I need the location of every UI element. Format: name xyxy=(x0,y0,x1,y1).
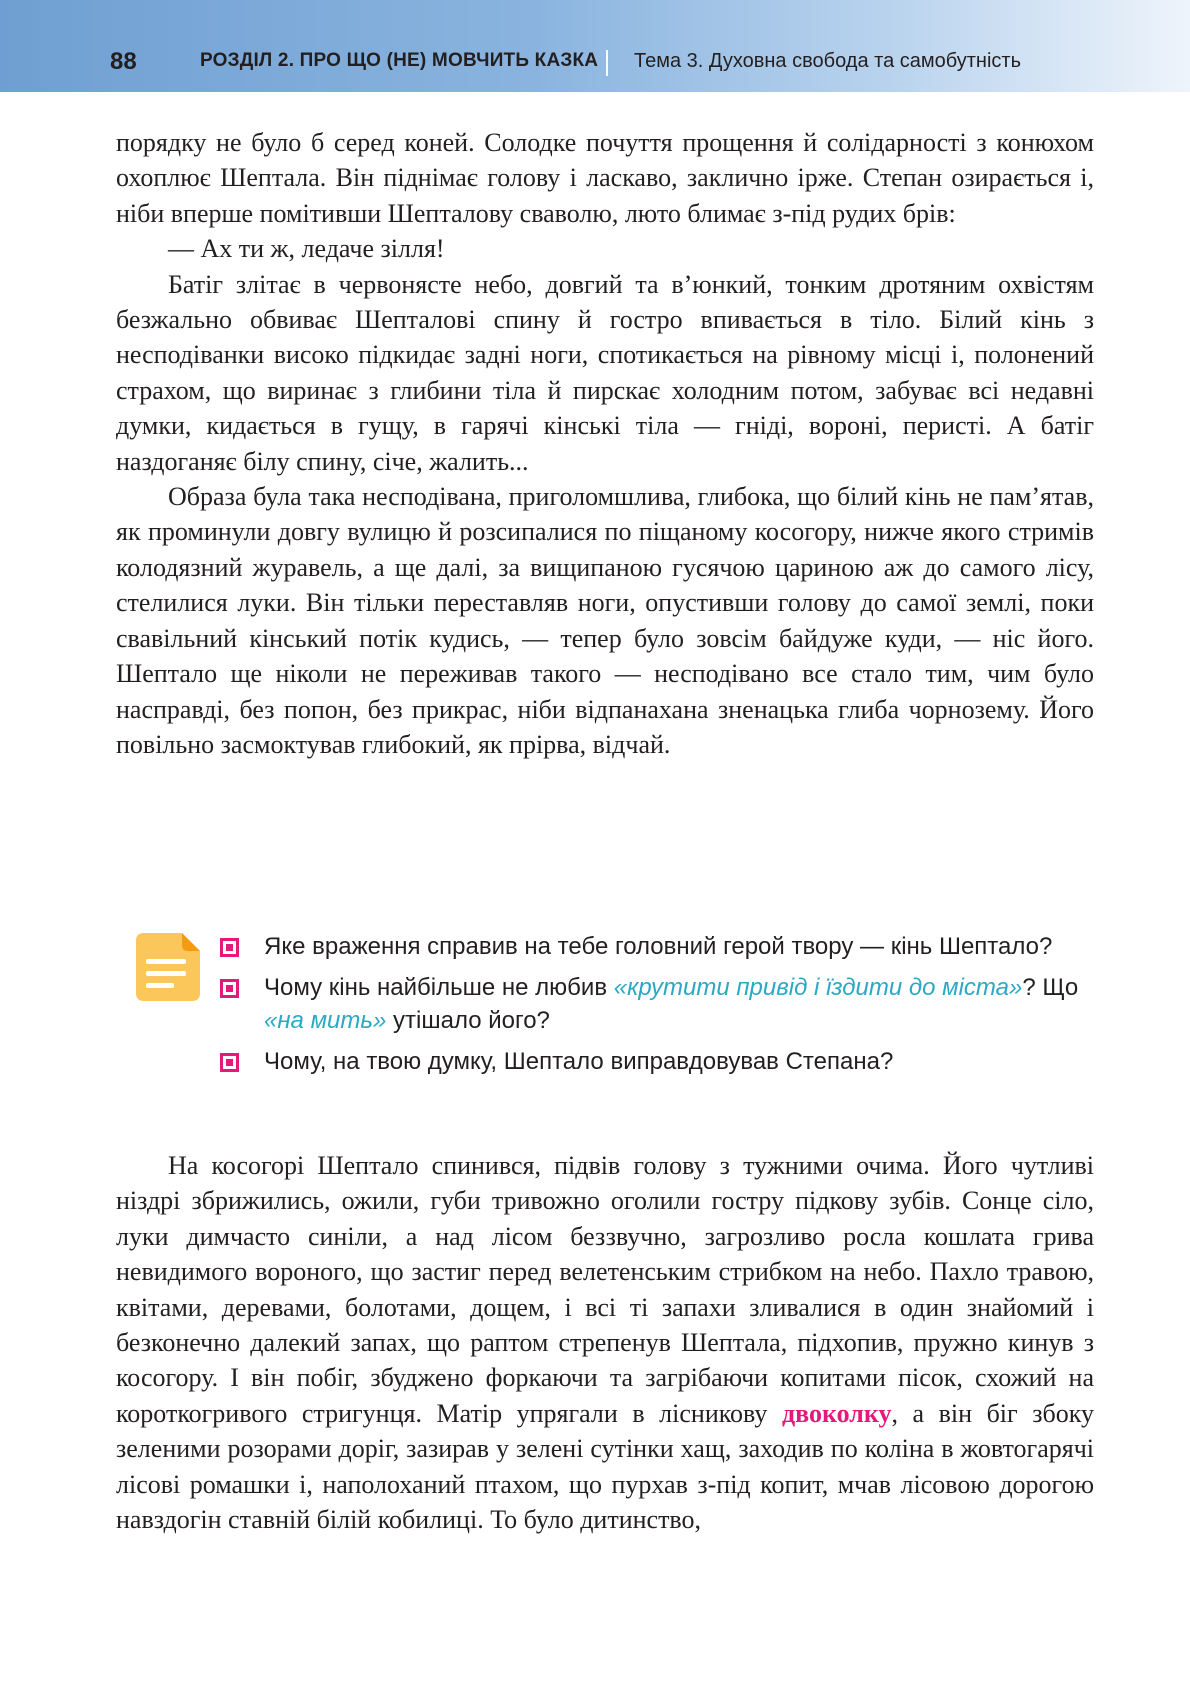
question-item xyxy=(220,930,1094,963)
paragraph-text: На косогорі Шептало спинився, підвів голову з тужними очима. Його чутливі ніздрі збрижились, ожили, губи тривожно оголили гостру підкову зубів. Сонце сіло, луки димчасто синіли, а над лісом беззвучно, загрозливо росла кошлата грива невидимого вороного, що застиг перед велетенським стрибком на небо. Пахло травою, квітами, деревами, болотами, дощем, і всі ті запахи зливалися в один знайомий і безконечно далекий запах, що раптом стрепенув Шептала, підхопив, пружно кинув з косогору. І він побіг, збуджено форкаючи та загрібаючи копитами пісок, схожий на короткогривого стригунця. Матір упрягали в лісникову xyxy=(116,1151,1094,1428)
story-text-bottom xyxy=(116,1148,1094,1537)
question-text: утішало його? xyxy=(386,1007,550,1034)
topic-title: Тема 3. Духовна свобода та самобутність xyxy=(634,50,1021,72)
page-header xyxy=(0,0,1190,92)
paragraph: — Ах ти ж, ледаче зілля! xyxy=(168,234,445,264)
glossary-term[interactable]: двоколку xyxy=(781,1398,892,1428)
story-text-top xyxy=(116,125,1094,762)
question-text: Яке враження справив на тебе головний герой твору — кінь Шептало? xyxy=(264,933,1053,960)
paragraph: Образа була така несподівана, приголомшлива, глибока, що білий кінь не пам’ятав, як проминули довгу вулицю й розсипалися по піщаному косогору, нижче якого стримів колодязний журавель, а ще далі, за вищипаною гусячою цариною аж до самого лісу, стелилися луки. Він тільки переставляв ноги, опустивши голову до самої землі, поки свавільний кінський потік кудись, — тепер було зовсім байдуже куди, — ніс його. Шептало ще ніколи не переживав такого — несподівано все стало тим, чим було насправді, без попон, без прикрас, ніби відпанахана зненацька глиба чорнозему. Його повільно засмоктував глибокий, як прірва, відчай. xyxy=(116,482,1094,759)
paragraph: Батіг злітає в червонясте небо, довгий та в’юнкий, тонким дротяним охвістям безжально обвиває Шепталові спину й гостро впивається в тіло. Білий кінь з несподіванки високо підкидає задні ноги, спотикається на рівному місці і, полонений страхом, що виринає з глибини тіла й пирскає холодним потом, забуває всі недавні думки, кидається в гущу, в гарячі кінські тіла — гніді, вороні, перисті. А батіг наздоганяє білу спину, січе, жалить... xyxy=(116,269,1094,476)
section-title: РОЗДІЛ 2. ПРО ЩО (НЕ) МОВЧИТЬ КАЗКА xyxy=(200,50,599,71)
paragraph xyxy=(116,1148,1094,1537)
paragraph: порядку не було б серед коней. Солодке почуття прощення й солідарності з конюхом охоплює Шептала. Він піднімає голову і лаcкаво, закличнo ірже. Степан озирається і, ніби вперше помітивши Шепталову сваволю, люто блимає з-під рудих брів: xyxy=(116,128,1094,228)
page-number: 88 xyxy=(110,48,137,75)
paragraph-text: , а він біг збоку зеленими розорами доріг, зазирав у зелені сутінки хащ, заходив по коліна в жовтогарячі лісові ромашки і, наполоханий птахом, що пурхав з-під копит, мчав лісовою дорогою навздогін ставній білій кобилиці. То було дитинство, xyxy=(116,1398,1094,1535)
questions-list xyxy=(220,930,1094,1086)
note-document-icon xyxy=(136,933,200,1001)
question-text: ? Що xyxy=(1022,974,1079,1001)
square-bullet-icon xyxy=(220,1053,239,1072)
square-bullet-icon xyxy=(220,938,239,957)
question-item xyxy=(220,971,1094,1037)
question-text: Чому кінь найбільше не любив xyxy=(264,974,614,1001)
quote-text: «крутити привід і їздити до міста» xyxy=(613,974,1023,1001)
header-divider xyxy=(606,50,608,76)
square-bullet-icon xyxy=(220,979,239,998)
question-item xyxy=(220,1045,1094,1078)
question-text: Чому, на твою думку, Шептало виправдовував Степана? xyxy=(264,1048,894,1075)
quote-text: «на мить» xyxy=(264,1007,387,1034)
